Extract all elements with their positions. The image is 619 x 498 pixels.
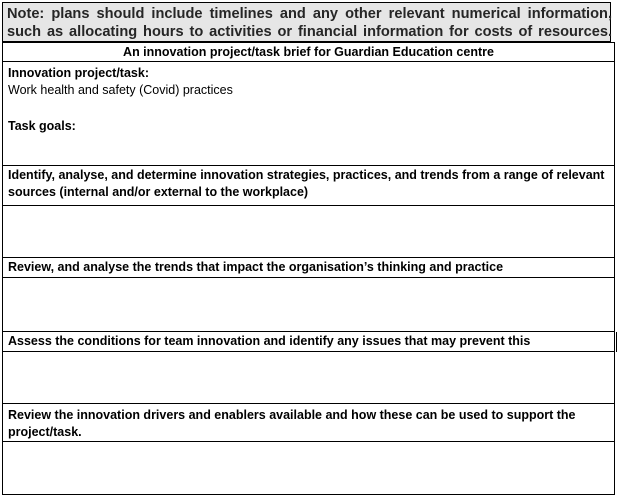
identify-strategies-label: Identify, analyse, and determine innovation strategies, practices, and trends from a range of relevant sources (internal and/or external to the workplace) bbox=[8, 168, 605, 199]
task-goals-label: Task goals: bbox=[8, 119, 76, 133]
review-trends-label: Review, and analyse the trends that impact the organisation’s thinking and practice bbox=[8, 260, 504, 274]
note-text bbox=[7, 5, 612, 41]
innovation-task-label: Innovation project/task: bbox=[8, 66, 149, 80]
identify-strategies-row bbox=[3, 166, 614, 206]
note-line-1: Note: plans should include timelines and any other relevant numerical information, bbox=[7, 6, 612, 22]
identify-strategies-answer[interactable] bbox=[3, 206, 614, 258]
review-trends-row bbox=[3, 258, 614, 278]
note-box bbox=[2, 2, 611, 42]
drivers-enablers-row bbox=[3, 404, 614, 442]
review-trends-answer[interactable] bbox=[3, 278, 614, 332]
drivers-enablers-answer[interactable] bbox=[3, 442, 614, 495]
innovation-task-value: Work health and safety (Covid) practices bbox=[8, 83, 233, 97]
assess-conditions-label: Assess the conditions for team innovation and identify any issues that may prevent this bbox=[8, 334, 531, 348]
drivers-enablers-label: Review the innovation drivers and enablers available and how these can be used to support the project/task. bbox=[8, 408, 576, 439]
innovation-task-cell[interactable] bbox=[3, 62, 614, 166]
assess-conditions-row bbox=[3, 332, 614, 352]
note-line-2: such as allocating hours to activities or financial information for costs of resources. bbox=[7, 24, 612, 40]
assess-conditions-answer[interactable] bbox=[3, 352, 614, 404]
project-brief-table bbox=[2, 42, 615, 495]
table-edge-mark bbox=[616, 332, 617, 352]
brief-title: An innovation project/task brief for Guardian Education centre bbox=[3, 42, 614, 62]
